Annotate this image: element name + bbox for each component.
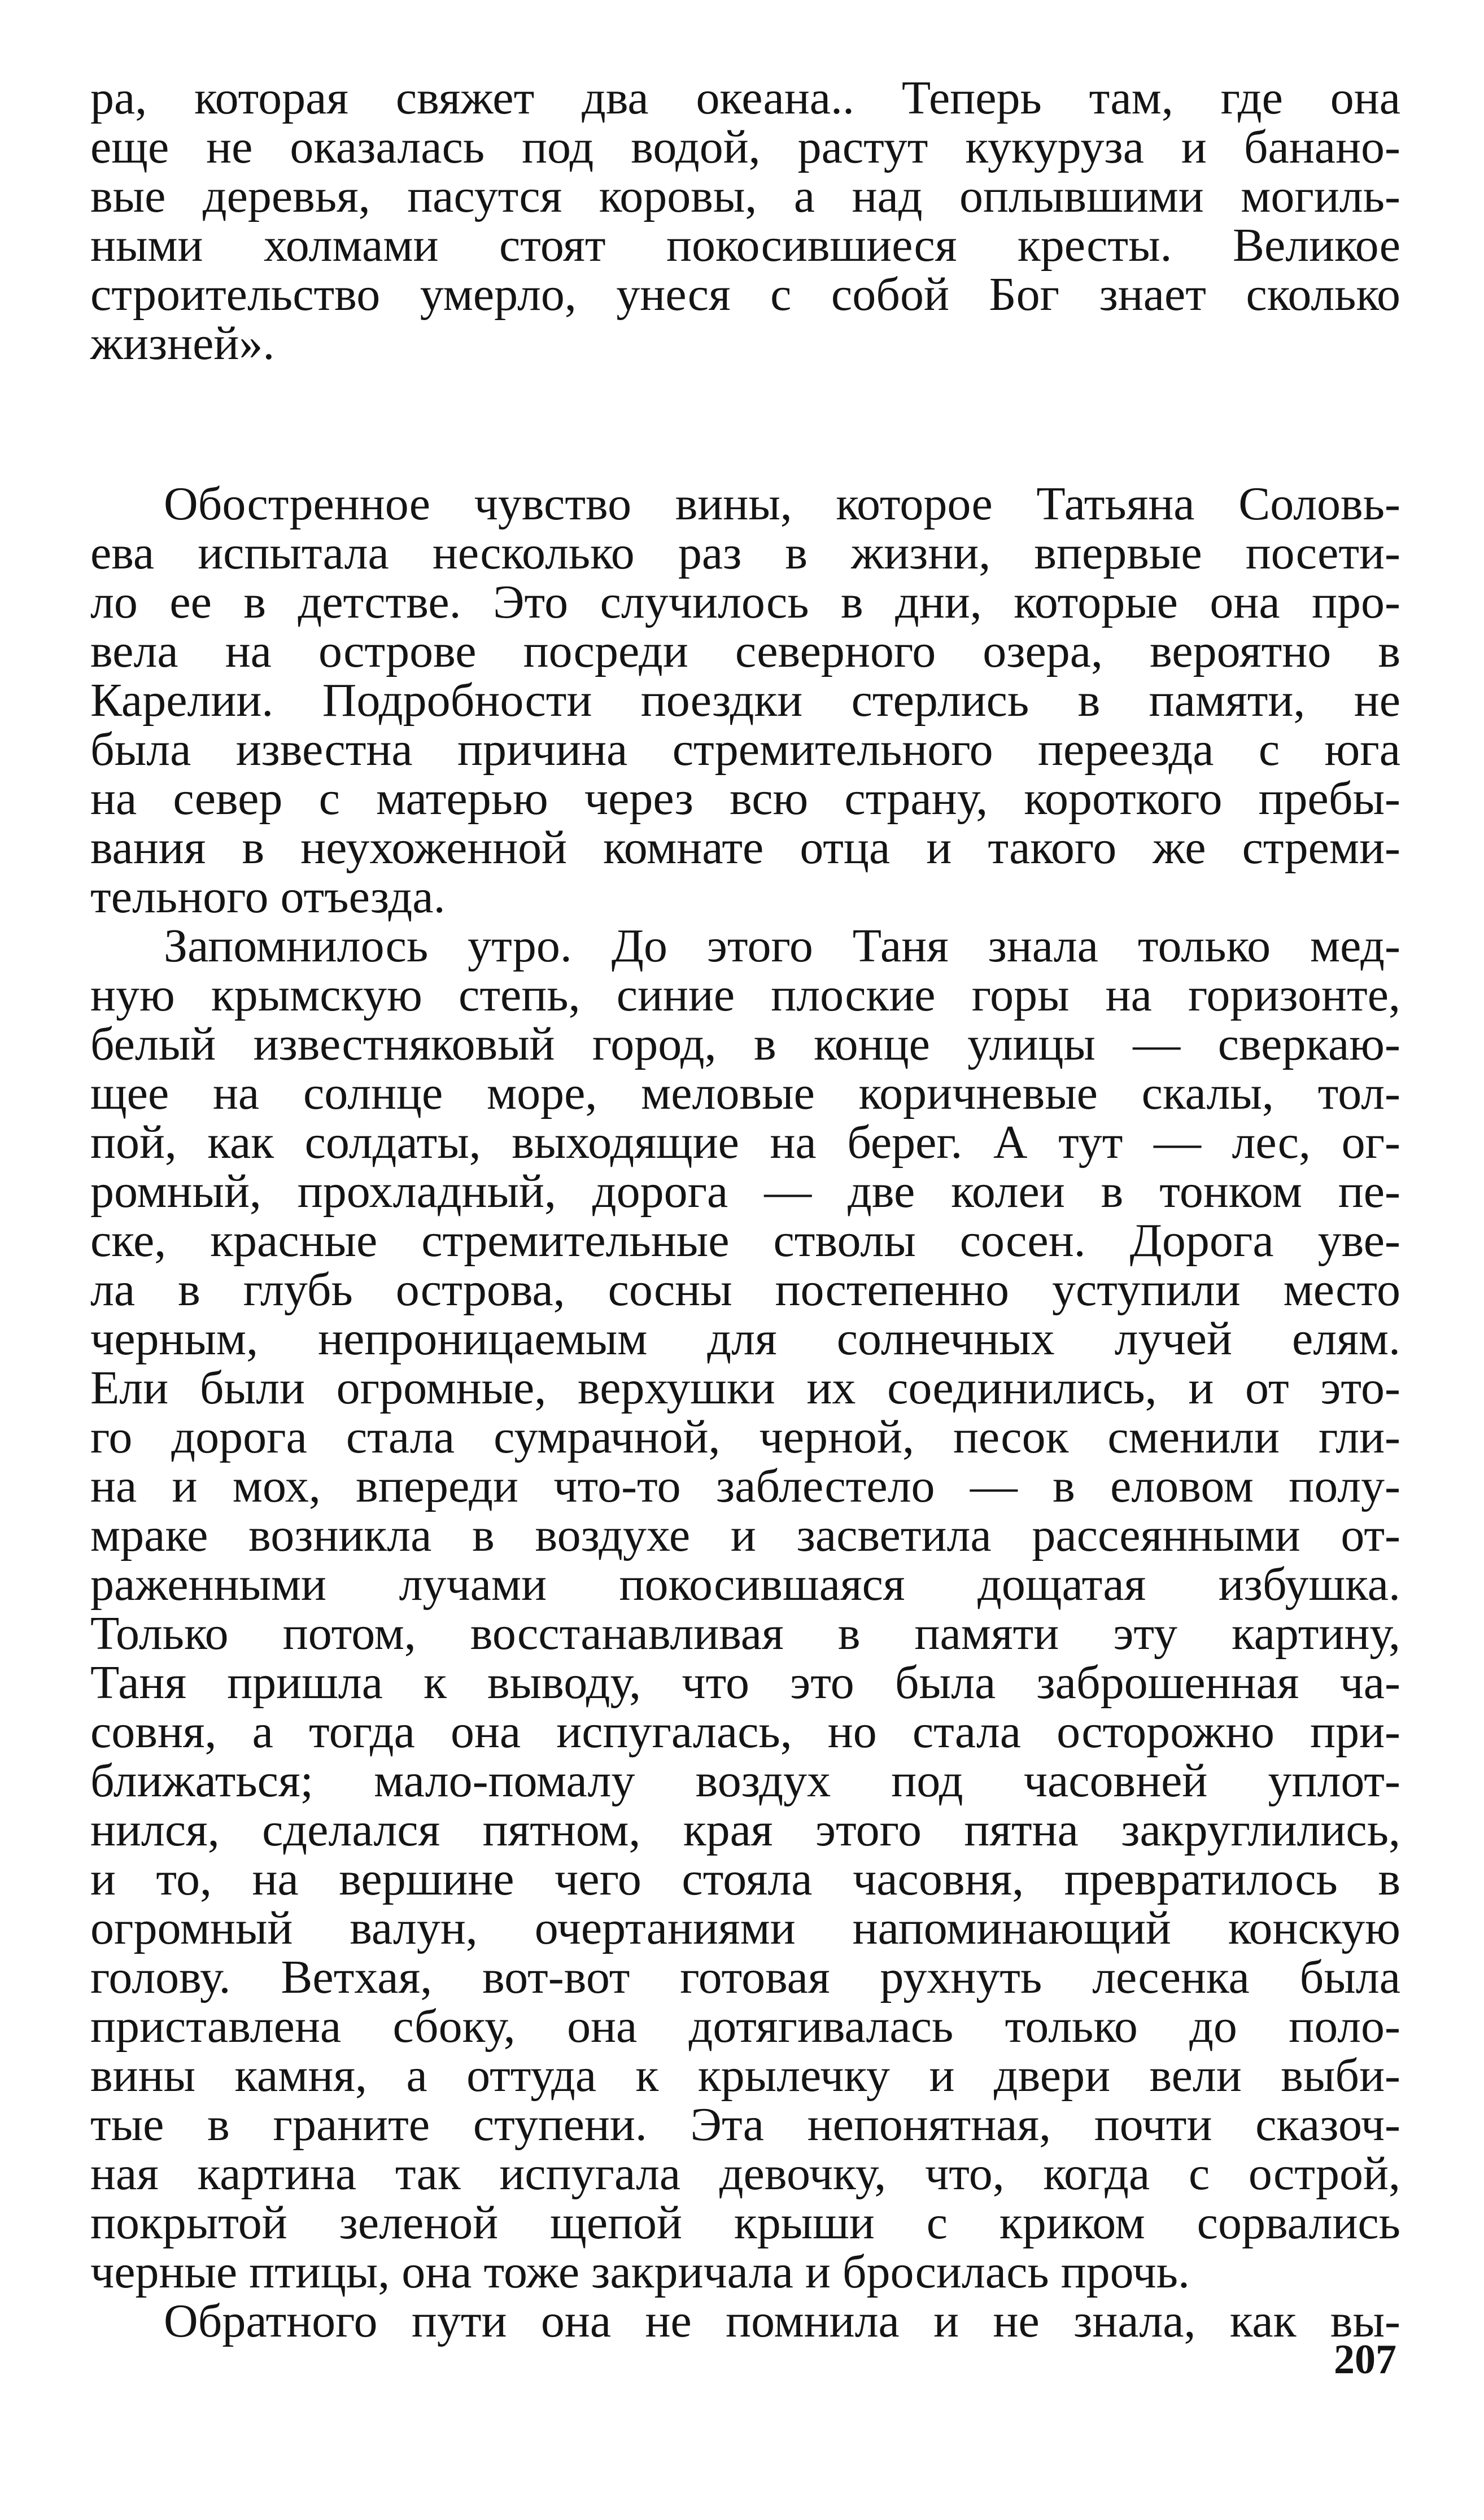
text-line: ло ее в детстве. Это случилось в дни, которые она про-	[90, 576, 1400, 628]
text-line: щее на солнце море, меловые коричневые скалы, тол-	[90, 1067, 1400, 1119]
text-line: Обостренное чувство вины, которое Татьяна Соловь-	[164, 478, 1400, 530]
text-line: вины камня, а оттуда к крылечку и двери вели выби-	[90, 2049, 1400, 2102]
text-line: ева испытала несколько раз в жизни, впервые посети-	[90, 527, 1400, 579]
text-line: покрытой зеленой щепой крыши с криком сорвались	[90, 2197, 1400, 2249]
text-line: Запомнилось утро. До этого Таня знала только мед-	[164, 920, 1400, 972]
text-line: голову. Ветхая, вот-вот готовая рухнуть лесенка была	[90, 1951, 1400, 2003]
text-line: ными холмами стоят покосившиеся кресты. Великое	[90, 219, 1400, 272]
text-line: и то, на вершине чего стояла часовня, превратилось в	[90, 1853, 1400, 1905]
text-line: белый известняковый город, в конце улицы — сверкаю-	[90, 1018, 1400, 1070]
text-line: ра, которая свяжет два океана.. Теперь там, где она	[90, 72, 1400, 124]
text-line: го дорога стала сумрачной, черной, песок сменили гли-	[90, 1411, 1400, 1463]
text-line: совня, а тогда она испугалась, но стала осторожно при-	[90, 1705, 1400, 1758]
text-line: мраке возникла в воздухе и засветила рассеянными от-	[90, 1509, 1400, 1561]
text-line: ную крымскую степь, синие плоские горы на горизонте,	[90, 969, 1400, 1021]
text-line: вые деревья, пасутся коровы, а над оплывшими могиль-	[90, 170, 1400, 222]
text-line: вания в неухоженной комнате отца и такого же стреми-	[90, 821, 1400, 874]
text-line: Таня пришла к выводу, что это была заброшенная ча-	[90, 1656, 1400, 1709]
text-line: пой, как солдаты, выходящие на берег. А тут — лес, ог-	[90, 1116, 1400, 1169]
text-line: черным, непроницаемым для солнечных лучей елям.	[90, 1313, 1400, 1365]
text-line: ла в глубь острова, сосны постепенно уступили место	[90, 1263, 1400, 1316]
paragraph-return	[90, 2296, 1400, 2346]
text-line: нился, сделался пятном, края этого пятна закруглились,	[90, 1804, 1400, 1856]
paragraph-morning	[90, 921, 1400, 2296]
text-line: ске, красные стремительные стволы сосен. Дорога уве-	[90, 1214, 1400, 1267]
text-line: строительство умерло, унеся с собой Бог знает сколько	[90, 268, 1400, 321]
text-line: Ели были огромные, верхушки их соединились, и от это-	[90, 1362, 1400, 1414]
text-line: жизней».	[90, 317, 275, 370]
text-line: черные птицы, она тоже закричала и бросилась прочь.	[90, 2246, 1190, 2298]
text-line: ромный, прохладный, дорога — две колеи в тонком пе-	[90, 1165, 1400, 1218]
text-line: была известна причина стремительного переезда с юга	[90, 723, 1400, 776]
text-line: ближаться; мало-помалу воздух под часовней уплот-	[90, 1755, 1400, 1807]
text-line: еще не оказалась под водой, растут кукуруза и бананo-	[90, 121, 1400, 173]
text-line: на и мох, впереди что-то заблестело — в еловом полу-	[90, 1460, 1400, 1512]
text-line: Карелии. Подробности поездки стерлись в памяти, не	[90, 674, 1400, 727]
page-body	[90, 73, 1400, 2346]
text-line: приставлена сбоку, она дотягивалась только до поло-	[90, 2000, 1400, 2053]
text-line: Обратного пути она не помнила и не знала, как вы-	[164, 2295, 1400, 2347]
page-number: 207	[1334, 2337, 1396, 2383]
text-line: Только потом, восстанавливая в памяти эту картину,	[90, 1607, 1400, 1660]
text-line: на север с матерью через всю страну, короткого пребы-	[90, 772, 1400, 825]
text-line: раженными лучами покосившаяся дощатая избушка.	[90, 1558, 1400, 1611]
text-line: тельного отъезда.	[90, 870, 446, 923]
text-line: огромный валун, очертаниями напоминающий конскую	[90, 1902, 1400, 1954]
text-line: ная картина так испугала девочку, что, когда с острой,	[90, 2147, 1400, 2200]
text-line: вела на острове посреди северного озера, вероятно в	[90, 625, 1400, 677]
paragraph-continuation	[90, 73, 1400, 368]
text-line: тые в граните ступени. Эта непонятная, почти сказоч-	[90, 2098, 1400, 2151]
section-break	[90, 368, 1400, 479]
paragraph-guilt	[90, 479, 1400, 921]
